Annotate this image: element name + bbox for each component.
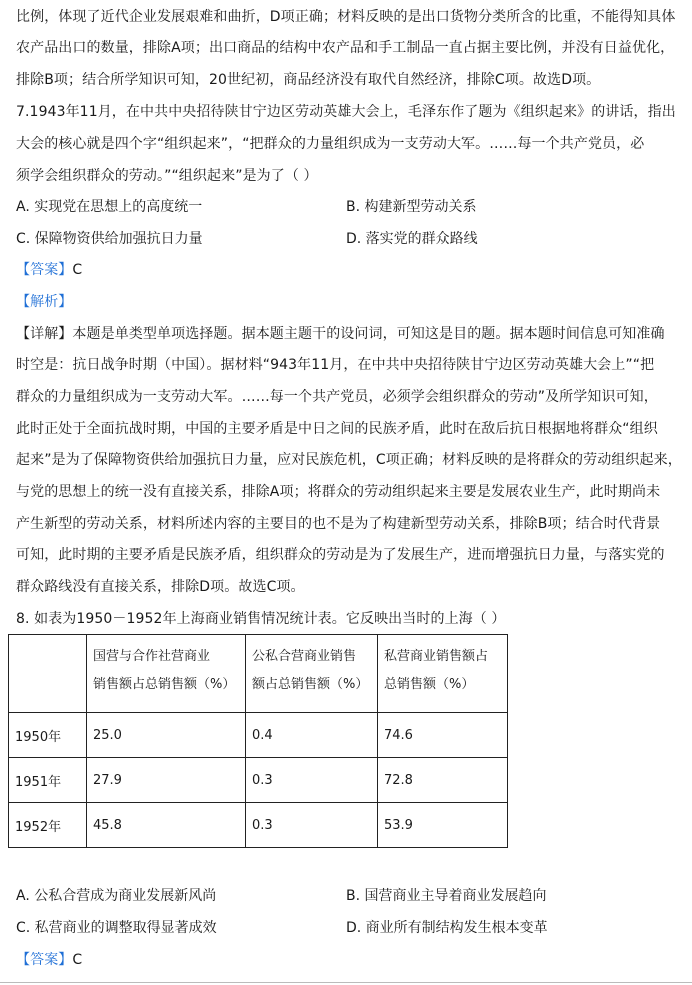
intro-line: 农产品出口的数量，排除A项；出口商品的结构中农产品和手工制品一直占据主要比例，并没有日益优化， [16,40,675,56]
detail-tag: 【详解】 [16,326,73,342]
table-cell: 0.3 [246,803,378,848]
q8-option-d: D. 商业所有制结构发生根本变革 [346,920,548,936]
answer-value: C [72,952,83,968]
answer-value: C [72,262,83,278]
q8-option-b: B. 国营商业主导着商业发展趋向 [346,888,547,904]
table-cell: 72.8 [378,758,508,803]
table-cell: 1952年 [9,803,87,848]
table-cell: 27.9 [87,758,246,803]
table-header-cell [246,635,378,713]
q7-answer [16,260,82,280]
q7-analysis-tag: 【解析】 [16,294,73,310]
header-text: 销售额占总销售额（%） [93,677,236,692]
intro-line: 排除B项；结合所学知识可知，20世纪初，商品经济没有取代自然经济，排除C项。故选D项。 [16,72,601,88]
header-text: 额占总销售额（%） [252,677,369,692]
header-text: 私营商业销售额占 [384,649,489,664]
q7-detail-line: 产生新型的劳动关系，材料所述内容的主要目的也不是为了构建新型劳动关系，排除B项；结合时代背景 [16,516,661,532]
q7-detail-line: 时空是：抗日战争时期（中国）。据材料“943年11月，在中共中央招待陕甘宁边区劳动英雄大会上”“把 [16,357,655,373]
q7-option-b: B. 构建新型劳动关系 [346,199,477,215]
q8-answer [16,950,82,970]
q7-detail-line: 与党的思想上的统一没有直接关系，排除A项；将群众的劳动组织起来主要是发展农业生产，此时期尚未 [16,484,661,500]
header-text: 国营与合作社营商业 [93,649,211,664]
table-cell: 45.8 [87,803,246,848]
table-header-cell [87,635,246,713]
table-cell: 0.3 [246,758,378,803]
q7-stem-line: 须学会组织群众的劳动。”“组织起来”是为了（ ） [16,168,318,184]
q7-detail-line: 群众的力量组织成为一支劳动大军。……每一个共产党员，必须学会组织群众的劳动”及所学知识可知， [16,389,658,405]
table-row [9,803,508,848]
table-header-cell [378,635,508,713]
table-header-row [9,635,508,713]
q7-stem-line: 大会的核心就是四个字“组织起来”，“把群众的力量组织成为一支劳动大军。……每一个共产党员，必 [16,136,645,152]
table-cell: 53.9 [378,803,508,848]
intro-line: 比例，体现了近代企业发展艰难和曲折，D项正确；材料反映的是出口货物分类所含的比重，不能得知具体 [16,9,676,25]
q8-stem: 8. 如表为1950－1952年上海商业销售情况统计表。它反映出当时的上海（ ） [16,611,506,627]
table-cell: 1951年 [9,758,87,803]
q7-option-a: A. 实现党在思想上的高度统一 [16,199,203,215]
header-text: 总销售额（%） [384,677,475,692]
table-cell: 25.0 [87,713,246,758]
sales-statistics-table [8,634,508,848]
answer-tag: 【答案】 [16,262,73,278]
q7-option-d: D. 落实党的群众路线 [346,231,478,247]
q7-detail-line: 可知，此时期的主要矛盾是民族矛盾，组织群众的劳动是为了发展生产，进而增强抗日力量，与落实党的 [16,547,665,563]
table-cell: 0.4 [246,713,378,758]
bottom-divider [0,982,692,983]
table-row [9,713,508,758]
q7-detail-line: 群众路线没有直接关系，排除D项。故选C项。 [16,579,305,595]
header-text: 公私合营商业销售 [252,649,357,664]
q7-detail-line: 起来”是为了保障物资供给加强抗日力量，应对民族危机，C项正确；材料反映的是将群众的劳动组织起来， [16,452,682,468]
q7-detail-line [16,324,665,344]
answer-tag: 【答案】 [16,952,73,968]
table-cell: 74.6 [378,713,508,758]
q8-option-a: A. 公私合营成为商业发展新风尚 [16,888,217,904]
q8-option-c: C. 私营商业的调整取得显著成效 [16,920,217,936]
detail-text: 本题是单类型单项选择题。据本题主题干的设问词，可知这是目的题。据本题时间信息可知准确 [72,326,665,342]
table-header-cell [9,635,87,713]
q7-stem-line: 7.1943年11月，在中共中央招待陕甘宁边区劳动英雄大会上，毛泽东作了题为《组织起来》的讲话，指出 [16,104,676,120]
table-row [9,758,508,803]
q7-option-c: C. 保障物资供给加强抗日力量 [16,231,203,247]
table-cell: 1950年 [9,713,87,758]
q7-detail-line: 此时正处于全面抗战时期，中国的主要矛盾是中日之间的民族矛盾，此时在敌后抗日根据地将群众“组织 [16,421,658,437]
